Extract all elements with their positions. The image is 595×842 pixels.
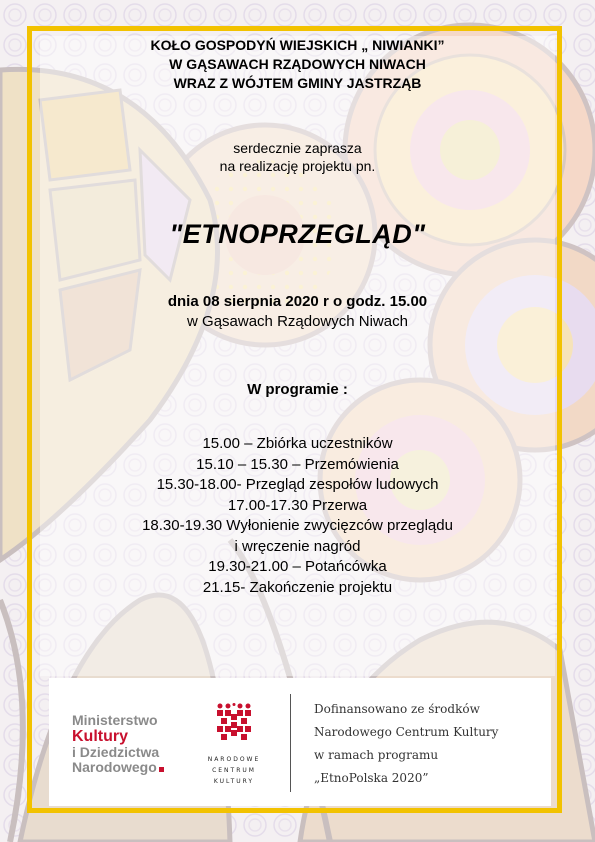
program-item: 15.10 – 15.30 – Przemówienia <box>196 455 399 473</box>
ministry-logo-line: Ministerstwo <box>72 712 158 728</box>
nck-logo-line: NARODOWE <box>207 756 261 763</box>
ministry-logo-line <box>72 760 164 775</box>
organizer-line: KOŁO GOSPODYŃ WIEJSKICH „ NIWIANKI” <box>150 37 445 53</box>
program-item: 19.30-21.00 – Potańcówka <box>208 558 387 575</box>
nck-logo-line: KULTURY <box>213 778 255 785</box>
program-item: 21.15- Zakończenie projektu <box>202 578 393 596</box>
organizer-line: WRAZ Z WÓJTEM GMINY JASTRZĄB <box>173 75 422 91</box>
program-item: 15.30-18.00- Przegląd zespołów ludowych <box>156 476 439 493</box>
funding-line: „EtnoPolska 2020” <box>314 771 429 785</box>
program-item: 15.00 – Zbiórka uczestników <box>202 435 393 452</box>
program-item: i wręczenie nagród <box>234 537 361 555</box>
ministry-logo <box>72 713 164 775</box>
program-item: 17.00-17.30 Przerwa <box>227 496 368 514</box>
invitation-block <box>40 139 555 175</box>
program-item: 18.30-19.30 Wyłonienie zwycięzców przeglądu <box>142 517 453 534</box>
event-title: "ETNOPRZEGLĄD" <box>169 219 426 249</box>
ministry-logo-line: Kultury <box>72 728 128 745</box>
nck-logo-line: CENTRUM <box>212 767 256 774</box>
organizer-block <box>40 36 555 93</box>
ministry-logo-line: i Dziedzictwa <box>72 744 160 760</box>
funding-note <box>314 698 498 790</box>
event-date: dnia 08 sierpnia 2020 r o godz. 15.00 <box>167 293 428 310</box>
nck-crown-icon <box>216 703 252 743</box>
nck-logo-text <box>199 754 269 787</box>
sponsor-panel <box>49 678 551 806</box>
ministry-logo-word: Narodowego <box>72 759 157 775</box>
funding-line: w ramach programu <box>314 748 439 762</box>
invitation-text <box>40 30 555 598</box>
funding-line: Dofinansowano ze środków <box>314 702 480 716</box>
logo-divider <box>290 694 291 792</box>
program-list <box>40 434 555 598</box>
funding-line: Narodowego Centrum Kultury <box>314 725 499 739</box>
nck-logo <box>199 703 269 787</box>
program-heading: W programie : <box>247 381 348 398</box>
organizer-line: W GĄSAWACH RZĄDOWYCH NIWACH <box>169 56 426 72</box>
invitation-line: na realizację projektu pn. <box>219 158 376 174</box>
invitation-line: serdecznie zaprasza <box>233 140 362 156</box>
event-place: w Gąsawach Rządowych Niwach <box>187 313 408 330</box>
red-dot-icon <box>159 767 164 772</box>
